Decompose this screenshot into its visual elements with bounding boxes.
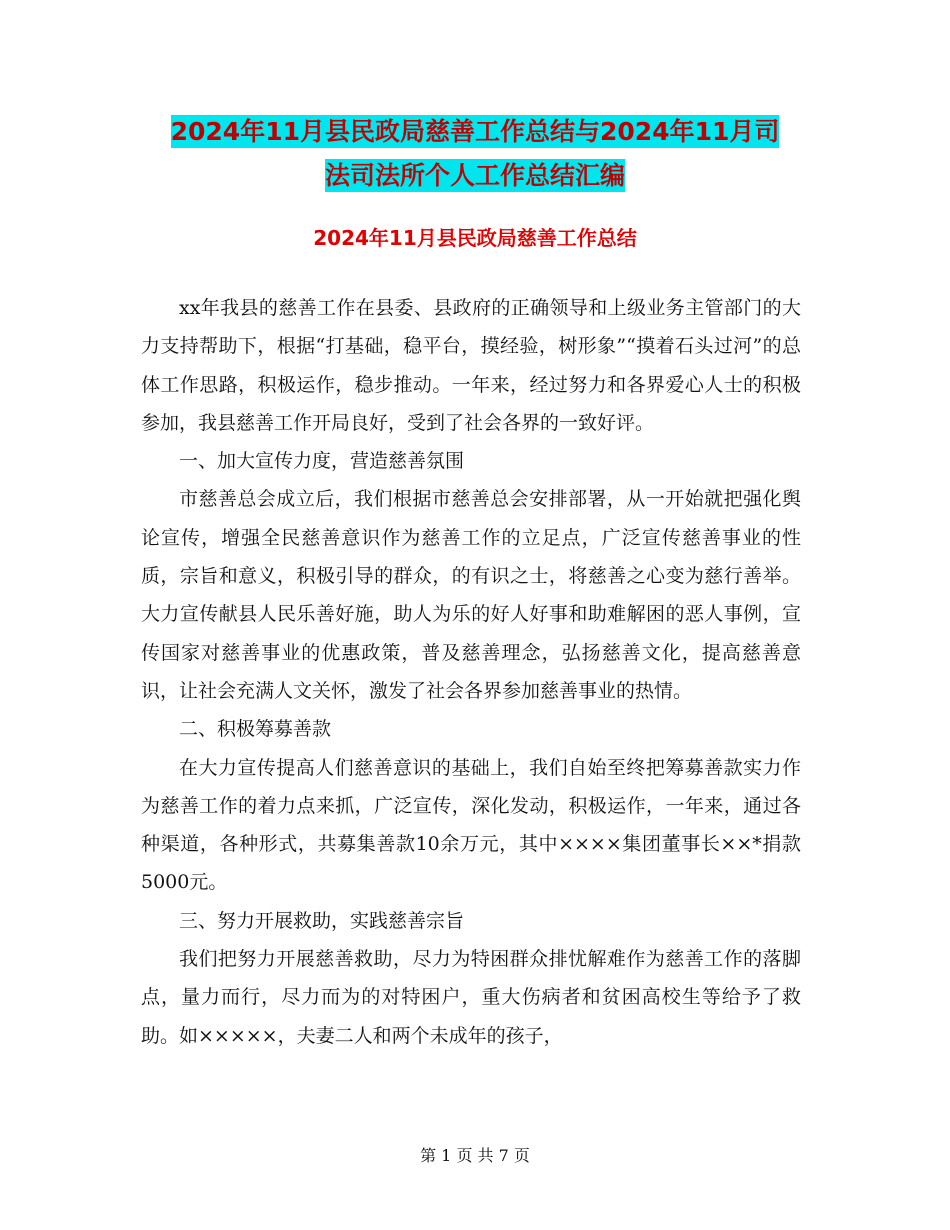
- paragraph-2: 在大力宣传提高人们慈善意识的基础上，我们自始至终把筹募善款实力作为慈善工作的着力点来抓，广泛宣传，深化发动，积极运作，一年来，通过各种渠道，各种形式，共募集善款10余万元，其中××××集团董事长××*捐款5000元。: [141, 756, 801, 894]
- paragraph-3: 我们把努力开展慈善救助，尽力为特困群众排忧解难作为慈善工作的落脚点，量力而行，尽力而为的对特困户，重大伤病者和贫困高校生等给予了救助。如×××××，夫妻二人和两个未成年的孩子，: [141, 948, 801, 1047]
- document-title-line1: 2024年11月县民政局慈善工作总结与2024年11月司: [170, 117, 780, 146]
- heading-2: 二、积极筹募善款: [179, 718, 332, 741]
- document-title: [0, 110, 950, 198]
- document-body: [141, 289, 801, 1055]
- section-title: 2024年11月县民政局慈善工作总结: [313, 226, 637, 250]
- page-footer: 第 1 页 共 7 页: [420, 1146, 530, 1165]
- paragraph-1: 市慈善总会成立后，我们根据市慈善总会安排部署，从一开始就把强化舆论宣传，增强全民慈善意识作为慈善工作的立足点，广泛宣传慈善事业的性质，宗旨和意义，积极引导的群众，的有识之士，将慈善之心变为慈行善举。大力宣传献县人民乐善好施，助人为乐的好人好事和助难解困的恶人事例，宣传国家对慈善事业的优惠政策，普及慈善理念，弘扬慈善文化，提高慈善意识，让社会充满人文关怀，激发了社会各界参加慈善事业的热情。: [141, 488, 801, 702]
- paragraph-intro: xx年我县的慈善工作在县委、县政府的正确领导和上级业务主管部门的大力支持帮助下，根据“打基础，稳平台，摸经验，树形象”“摸着石头过河”的总体工作思路，积极运作，稳步推动。一年来，经过努力和各界爱心人士的积极参加，我县慈善工作开局良好，受到了社会各界的一致好评。: [141, 297, 801, 434]
- heading-3: 三、努力开展救助，实践慈善宗旨: [179, 909, 465, 932]
- document-title-line2: 法司法所个人工作总结汇编: [324, 161, 625, 190]
- heading-1: 一、加大宣传力度，营造慈善氛围: [179, 450, 465, 473]
